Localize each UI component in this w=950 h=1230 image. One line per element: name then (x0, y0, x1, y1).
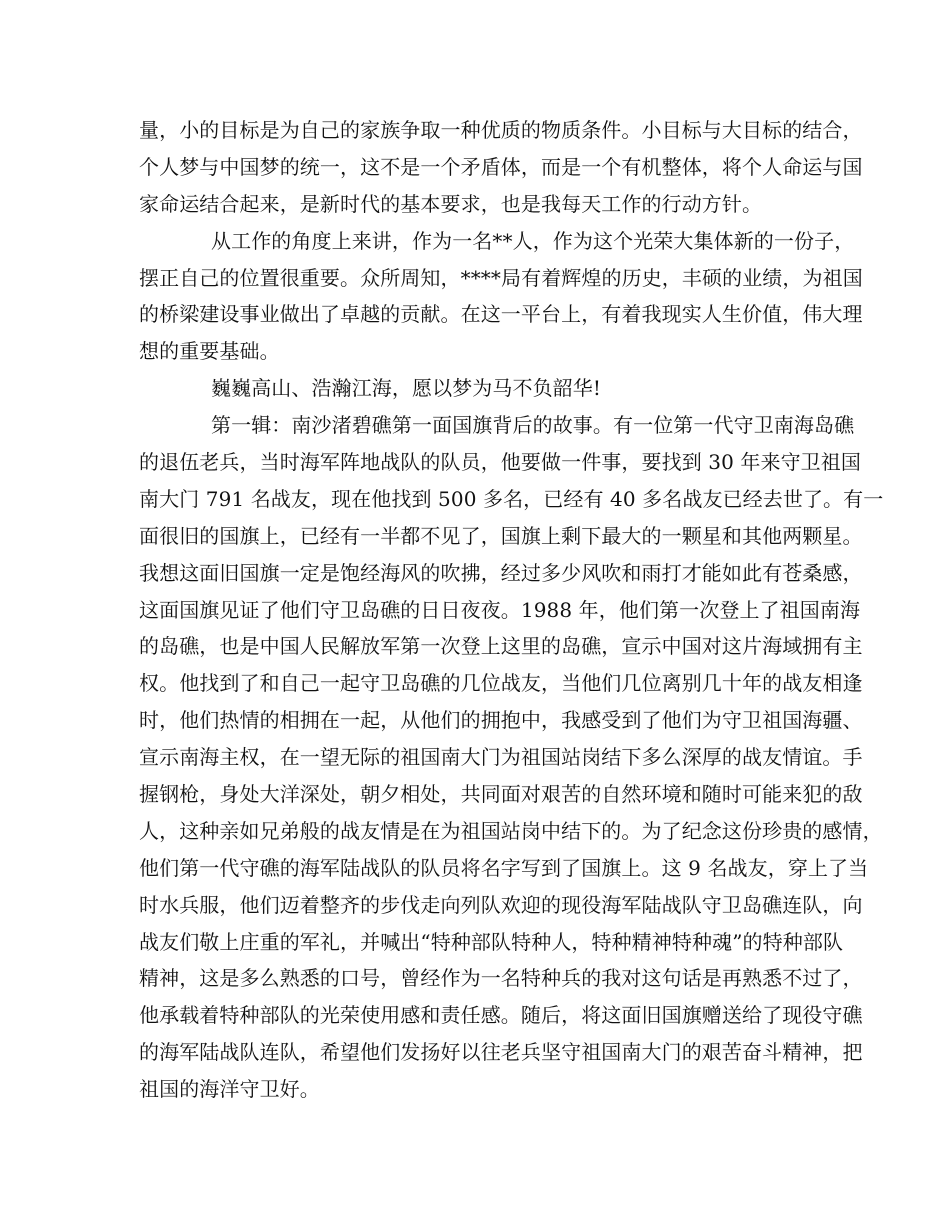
text-line: 权。他找到了和自己一起守卫岛礁的几位战友，当他们几位离别几十年的战友相逢 (139, 671, 863, 696)
text-line: 人，这种亲如兄弟般的战友情是在为祖国站岗中结下的。为了纪念这份珍贵的感情， (139, 818, 883, 843)
text-line: 家命运结合起来，是新时代的基本要求，也是我每天工作的行动方针。 (139, 191, 763, 216)
text-line: 时，他们热情的相拥在一起，从他们的拥抱中，我感受到了他们为守卫祖国海疆、 (139, 708, 863, 733)
text-line: 面很旧的国旗上，已经有一半都不见了，国旗上剩下最大的一颗星和其他两颗星。 (139, 523, 863, 548)
paragraph-start-line: 从工作的角度上来讲，作为一名**人，作为这个光荣大集体新的一份子， (211, 228, 855, 253)
text-line: 精神，这是多么熟悉的口号，曾经作为一名特种兵的我对这句话是再熟悉不过了， (139, 966, 863, 991)
text-line: 他承载着特种部队的光荣使用感和责任感。随后，将这面旧国旗赠送给了现役守礁 (139, 1003, 863, 1028)
text-line: 战友们敬上庄重的军礼，并喊出“特种部队特种人，特种精神特种魂”的特种部队 (139, 929, 844, 954)
text-line: 的海军陆战队连队，希望他们发扬好以往老兵坚守祖国南大门的艰苦奋斗精神，把 (139, 1040, 863, 1065)
text-line: 我想这面旧国旗一定是饱经海风的吹拂，经过多少风吹和雨打才能如此有苍桑感， (139, 560, 863, 585)
text-line: 他们第一代守礁的海军陆战队的队员将名字写到了国旗上。这 9 名战友，穿上了当 (139, 855, 869, 880)
text-line: 摆正自己的位置很重要。众所周知，****局有着辉煌的历史，丰硕的业绩，为祖国 (139, 265, 863, 290)
text-line: 这面国旗见证了他们守卫岛礁的日日夜夜。1988 年，他们第一次登上了祖国南海 (139, 597, 861, 622)
text-line: 量，小的目标是为自己的家族争取一种优质的物质条件。小目标与大目标的结合， (139, 118, 863, 142)
text-line: 握钢枪，身处大洋深处，朝夕相处，共同面对艰苦的自然环境和随时可能来犯的敌 (139, 782, 863, 807)
text-line: 个人梦与中国梦的统一，这不是一个矛盾体，而是一个有机整体，将个人命运与国 (139, 154, 863, 179)
text-line: 祖国的海洋守卫好。 (139, 1077, 320, 1102)
paragraph-start-line: 巍巍高山、浩瀚江海，愿以梦为马不负韶华! (211, 376, 602, 401)
text-line: 的桥梁建设事业做出了卓越的贡献。在这一平台上，有着我现实人生价值，伟大理 (139, 302, 863, 327)
text-line: 的退伍老兵，当时海军阵地战队的队员，他要做一件事，要找到 30 年来守卫祖国 (139, 450, 861, 475)
paragraph-start-line: 第一辑：南沙渚碧礁第一面国旗背后的故事。有一位第一代守卫南海岛礁 (211, 413, 855, 438)
text-line: 的岛礁，也是中国人民解放军第一次登上这里的岛礁，宣示中国对这片海域拥有主 (139, 634, 863, 659)
text-line: 南大门 791 名战友，现在他找到 500 多名，已经有 40 多名战友已经去世了。有一 (139, 486, 884, 511)
text-line: 想的重要基础。 (139, 339, 280, 364)
body-text (139, 112, 884, 1108)
text-line: 时水兵服，他们迈着整齐的步伐走向列队欢迎的现役海军陆战队守卫岛礁连队，向 (139, 892, 863, 917)
text-line: 宣示南海主权，在一望无际的祖国南大门为祖国站岗结下多么深厚的战友情谊。手 (139, 745, 863, 770)
